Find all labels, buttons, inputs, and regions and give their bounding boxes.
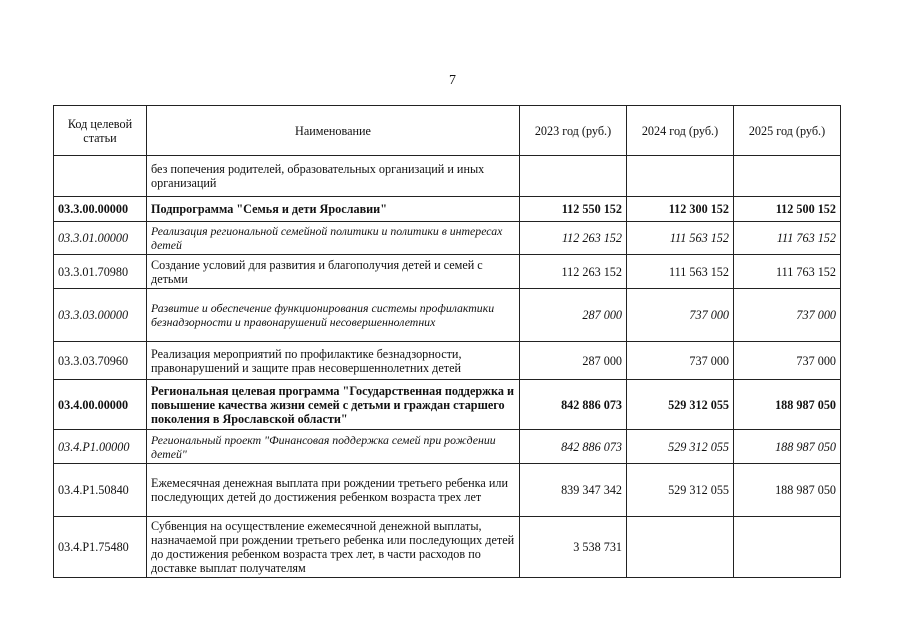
cell-y2025: 188 987 050 [734,380,841,430]
header-2023: 2023 год (руб.) [520,106,627,156]
cell-y2024: 112 300 152 [627,197,734,222]
cell-y2025: 188 987 050 [734,430,841,464]
cell-y2024: 737 000 [627,289,734,342]
cell-y2024: 111 563 152 [627,255,734,289]
cell-code: 03.4.00.00000 [54,380,147,430]
cell-name: Субвенция на осуществление ежемесячной денежной выплаты, назначаемой при рождении третьего ребенка или последующих детей до достижения ребенком возраста трех лет, в части расходов по доставке выплат получателям [147,517,520,578]
page-number: 7 [449,73,456,88]
cell-y2024: 111 563 152 [627,222,734,255]
cell-y2025: 737 000 [734,289,841,342]
cell-y2025: 737 000 [734,342,841,380]
cell-code: 03.4.P1.75480 [54,517,147,578]
cell-name: без попечения родителей, образовательных организаций и иных организаций [147,156,520,197]
header-name: Наименование [147,106,520,156]
cell-code: 03.3.01.00000 [54,222,147,255]
cell-y2025: 188 987 050 [734,464,841,517]
cell-name: Региональная целевая программа "Государственная поддержка и повышение качества жизни семей с детьми и граждан старшего поколения в Ярославской области" [147,380,520,430]
cell-y2023: 112 550 152 [520,197,627,222]
table-row [54,380,841,430]
cell-name: Создание условий для развития и благополучия детей и семей с детьми [147,255,520,289]
cell-y2025 [734,156,841,197]
cell-y2025: 111 763 152 [734,222,841,255]
cell-y2023: 842 886 073 [520,430,627,464]
cell-y2024 [627,517,734,578]
cell-name: Реализация региональной семейной политики и политики в интересах детей [147,222,520,255]
table-row [54,156,841,197]
cell-y2023: 287 000 [520,289,627,342]
table-row [54,430,841,464]
cell-y2023: 842 886 073 [520,380,627,430]
cell-code: 03.3.03.70960 [54,342,147,380]
table-header-row [54,106,841,156]
cell-name: Подпрограмма "Семья и дети Ярославии" [147,197,520,222]
cell-y2025 [734,517,841,578]
cell-code: 03.3.01.70980 [54,255,147,289]
budget-table [53,105,841,578]
cell-name: Реализация мероприятий по профилактике безнадзорности, правонарушений и защите прав несовершеннолетних детей [147,342,520,380]
table-row [54,222,841,255]
cell-name: Региональный проект "Финансовая поддержка семей при рождении детей" [147,430,520,464]
cell-y2024 [627,156,734,197]
cell-y2024: 529 312 055 [627,464,734,517]
cell-y2024: 529 312 055 [627,430,734,464]
cell-y2023 [520,156,627,197]
cell-name: Ежемесячная денежная выплата при рождении третьего ребенка или последующих детей до достижения ребенком возраста трех лет [147,464,520,517]
cell-y2025: 112 500 152 [734,197,841,222]
table-row [54,342,841,380]
table-row [54,255,841,289]
cell-name: Развитие и обеспечение функционирования системы профилактики безнадзорности и правонарушений несовершеннолетних [147,289,520,342]
cell-y2024: 737 000 [627,342,734,380]
cell-y2025: 111 763 152 [734,255,841,289]
table-body [54,156,841,578]
table-row [54,289,841,342]
cell-y2023: 839 347 342 [520,464,627,517]
header-code: Код целевой статьи [54,106,147,156]
cell-y2023: 287 000 [520,342,627,380]
cell-y2024: 529 312 055 [627,380,734,430]
cell-code [54,156,147,197]
header-2025: 2025 год (руб.) [734,106,841,156]
cell-code: 03.4.P1.50840 [54,464,147,517]
cell-y2023: 112 263 152 [520,222,627,255]
cell-code: 03.3.03.00000 [54,289,147,342]
cell-code: 03.3.00.00000 [54,197,147,222]
cell-y2023: 112 263 152 [520,255,627,289]
table-row [54,517,841,578]
cell-code: 03.4.P1.00000 [54,430,147,464]
header-2024: 2024 год (руб.) [627,106,734,156]
table-row [54,197,841,222]
cell-y2023: 3 538 731 [520,517,627,578]
table-row [54,464,841,517]
